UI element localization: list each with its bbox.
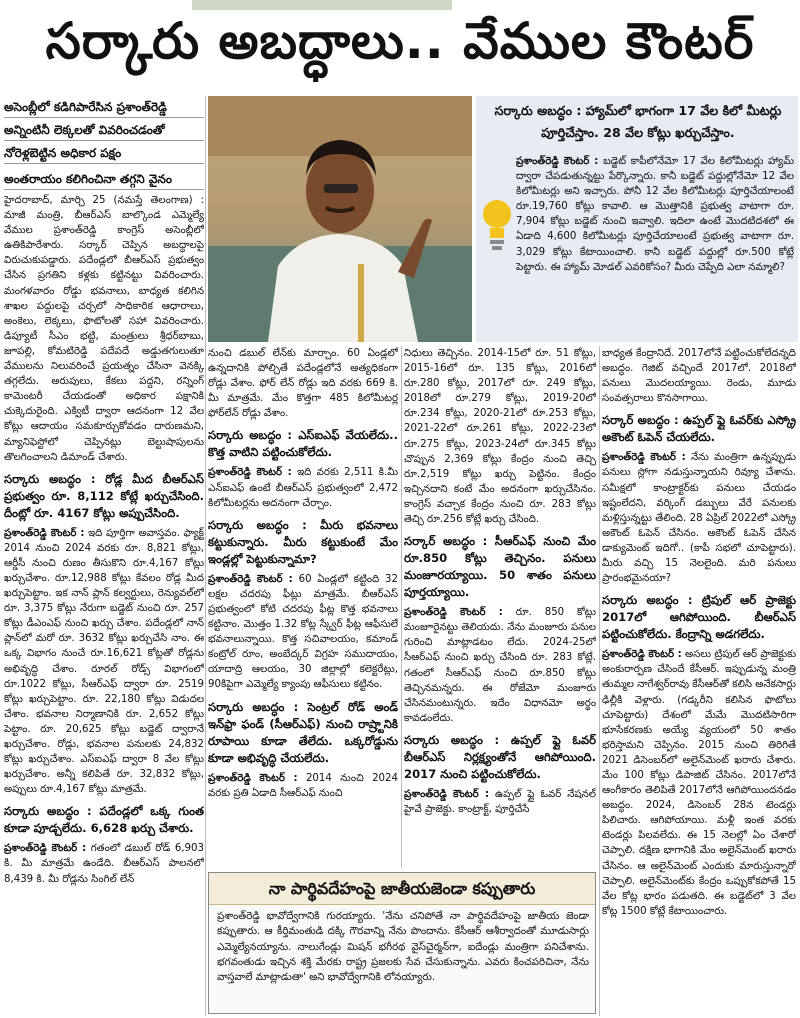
counter-lead: ప్రశాంత్‌రెడ్డి కౌంటర్ : [404, 788, 490, 800]
column-3-intro: నిధులు తెచ్చినం. 2014-15లో రూ. 51 కోట్లు, 2015-16లో రూ. 135 కోట్లు, 2016లో రూ.280 కోట్లు, 2017లో రూ. 249 కోట్లు, 2018లో రూ.279 కోట్లు, 2019-20లో రూ.234 కోట్లు, 2020-21లో రూ.253 కోట్లు, 2021-22లో రూ.261 కోట్లు, 2022-23లో రూ.275 కోట్లు, 2023-24లో రూ.345 కోట్లు చొప్పున 2,369 కోట్లు కేంద్రం నుంచి తెచ్చి రూ.2,519 కోట్లు ఖర్చు పెట్టినం. కేంద్రం ఇచ్చినదాని కంటే మేం అదనంగా ఖర్చుచేసినం. కాంగ్రెస్ వచ్చాక కేంద్రం నుంచి రూ. 283 కోట్లు తెచ్చి రూ.256 కోట్లే ఖర్చు చేసింది. [404, 348, 596, 526]
counter-text: ఇది పూర్తిగా అవాస్తవం. ఫ్యాక్ట్ 2014 నుంచి 2024 వరకు రూ. 8,821 కోట్లు, ఆర్డీసీ నుంచి రుణం తీసుకొని రూ.4,167 కోట్లు ఖర్చుచేశాం. రూ.12,988 కోట్లు కేవలం రోడ్ల మీద ఖర్చుపెట్టాం. ఇక నాన్ ప్లాన్ కల్వర్టులు, రెన్యువల్‌లో రూ. 3,375 కోట్లు నేరుగా బడ్జెట్ నుంచి రూ. 257 కోట్లు డీఎంఎఫ్ నుంచి ఖర్చు చేశాం. పదేండ్లలో నాన్ ప్లాన్‌లో మరో రూ. 3632 కోట్లు ఖర్చుచేసి నాం. ఈ ఒక్క విభాగం నుంచే రూ.16,621 కోట్లతో రోడ్లను అభివృద్ధి చేశాం. రూరల్ రోడ్స్ విభాగంలో రూ.1022 కోట్లు, సీఆర్‌ఎఫ్ ద్వారా రూ. 2519 కోట్లు ఖర్చుపెట్టాం. రూ. 22,180 కోట్లు విడుదల చేశాం. భవనాల నిర్మాణానికి రూ. 2,652 కోట్లు పెట్టాం. రూ. 20,625 కోట్లు బడ్జెట్ ద్వారానే ఖర్చుచేశాం. రోడ్లు, భవనాల పనులకు 24,832 కోట్లు ఖర్చుచేశాం. ఎస్ఐఎఫ్ ద్వారా 8 వేల కోట్లు ఖర్చుచేశాం. అన్నీ కలిపితే రూ. 32,832 కోట్లు, అప్పులు రూ.4,167 కోట్లు మాత్రమే. [4, 527, 204, 796]
counter-9 [602, 647, 796, 919]
counter-text: రూ. 850 కోట్లు మంజూరైనట్టు తెలియదు. నేను మంజూరు పనుల గురించి మాట్లాడటం లేదు. 2024-25లో సీఆర్‌ఎఫ్ నుంచి ఖర్చు చేసింది రూ. 283 కోట్లే. గతంలో సీఆర్‌ఎఫ్ నుంచి రూ.850 కోట్లు తెచ్చినమన్నరు. ఈ రోజేమో మంజూరు చేసినమంటున్నరు. ఇదేం విధానమో అర్థం కావడంలేదు. [404, 607, 596, 724]
allegation-4: సర్కారు అబద్ధం : మీరు భవనాలు కట్టుకున్నారు. మీరు కట్టుకుంటే మేం ఇండ్లల్లో పెట్టుకున్నామా? [208, 517, 398, 566]
counter-lead: ప్రశాంత్‌రెడ్డి కౌంటర్ : [4, 843, 87, 855]
counter-lead: ప్రశాంత్‌రెడ్డి కౌంటర్ : [4, 527, 85, 539]
counter-lead: ప్రశాంత్‌రెడ్డి కౌంటర్ : [208, 467, 292, 479]
counter-2 [4, 841, 204, 886]
kicker-1: అసెంబ్లీలో కడిగిపారేసిన ప్రశాంత్‌రెడ్డి [4, 98, 204, 118]
sidebar-story-body: ప్రశాంత్‌రెడ్డి భావోద్వేగానికి గురయ్యారు. 'నేను చనిపోతే నా పార్థివదేహంపై జాతీయ జెండా కప్పుతారు. ఆ కీర్తిమంతుడి దక్కి గౌరవాన్ని నేను పొందాను. కేసీఆర్ ఆశీర్వాదంతో మూడుసార్లు ఎమ్మెల్యేనయ్యాను. నాలుగేండ్లు మిషన్ భగీరథ వైస్‌చైర్మన్‌గా, ఐదేండ్లు మంత్రిగా పనిచేశాను. భగవంతుడు ఇచ్చిన శక్తి మేరకు రాష్ట్ర ప్రజలకు సేవ చేసుకున్నాను. ఎవరు కించపరిచినా, నేను వాస్తవాలే మాట్లాడుతా' అని భావోద్వేగానికి లోనయ్యారు. [217, 911, 589, 984]
column-4 [602, 346, 796, 1016]
counter-lead: ప్రశాంత్‌రెడ్డి కౌంటర్ : [602, 649, 682, 661]
counter-text: బడ్జెట్ కాపీలోనేమో 17 వేల కిలోమీటర్లు హ్యామ్ ద్వారా చేపడుతున్నట్టు పేర్కొన్నారు. కానీ బడ్జెట్ పద్దుల్లోనేమో 12 వేల కిలోమీటర్లు అని ఇచ్చారు. పోనీ 12 వేల కిలోమీటర్లు పూర్తిచేయాలంటే రూ.19,760 కోట్లు కావాలి. ఆ మొత్తానికి ప్రభుత్వ వాటాగా రూ. 7,904 కోట్లు బడ్జెట్ నుంచి ఇవ్వాలి. ఇదిలా ఉంటే మొదటిదశలో ఈ ఏడాది 4,600 కిలోమీటర్లు పూర్తిచేయాలంటే ప్రభుత్వ వాటాగా రూ. 3,029 కోట్లు కేటాయించాలి. కానీ బడ్జెట్ పద్దుల్లో రూ.500 కోట్లే పెట్టారు. ఈ హ్యామ్ మోడల్ ఎవరికోసం? మీరు చెప్పేది ఎలా నమ్మాలి? [516, 156, 794, 273]
counter-8 [602, 450, 796, 586]
counter-lead: ప్రశాంత్‌రెడ్డి కౌంటర్ : [404, 607, 503, 619]
kicker-4: అంతరాయం కలిగించినా తగ్గని వైనం [4, 170, 204, 190]
kicker-2: అన్నింటినీ లెక్కలతో వివరించడంతో [4, 121, 204, 141]
counter-text: నేను మంత్రిగా ఉన్నప్పుడు పనులు స్లోగా నడుస్తున్నాయని రివ్యూ చేశాను. సమీక్షలో కాంట్రాక్టర్‌కు పనులు చేయడం ఇష్టంలేదని, వర్కింగ్ డబ్బులు వేరే పనులకు మళ్లిస్తున్నట్టు తేలింది. 28 ఏప్రిల్ 2022లో ఎస్క్రో అకౌంట్ ఓపెన్ చేసినం. అకౌంట్ ఓపెన్ చేసిన డాక్యుమెంట్ ఇదిగో.. (కాపీ సభలో చూపెట్టారు). మీరు వచ్చి 15 నెలలైంది. మరి పనులు ప్రారంభమైనయా? [602, 452, 796, 585]
counter-lead: ప్రశాంత్‌రెడ్డి కౌంటర్ : [208, 772, 298, 784]
counter-text: గతంలో డబుల్ రోడ్ 6,903 కి. మీ మాత్రమే ఉండేది. బీఆర్‌ఎస్ పాలనలో 8,439 కి. మీ రోడ్లను సింగిల్ లేన్ [4, 843, 204, 885]
column-3 [404, 346, 596, 868]
column-2-intro: నుంచి డబుల్ లేన్‌కు మార్చాం. 60 ఏండ్లలో ఉన్నదానికి పోల్చితే పదేండ్లలోనే అత్యధికంగా రోడ్లు వేశాం. ఫోర్ లేన్ రోడ్లు ఇది వరకు 669 కి. మీ మాత్రమే. మేం కొత్తగా 485 కిలోమీటర్ల ఫోర్‌లేన్ రోడ్లు వేశాం. [208, 348, 398, 420]
counter-text: ఉప్పల్ ఫ్లై ఓవర్ నేషనల్ హైవే ప్రాజెక్టు. కాంట్రాక్ట్, పూర్తిచేసే [404, 788, 596, 815]
kicker-3: నోరెళ్లబెట్టిన అధికార పక్షం [4, 144, 204, 164]
highlight-box [476, 96, 798, 342]
allegation-1: సర్కారు అబద్ధం : రోడ్ల మీద బీఆర్‌ఎస్ ప్రభుత్వం రూ. 8,112 కోట్లే ఖర్చుచేసింది. దీంట్లో రూ. 4167 కోట్లు అప్పుచేసింది. [4, 471, 204, 520]
allegation-3: సర్కారు అబద్ధం : ఎస్ఐఎఫ్ వేయలేదు.. కొత్త వాటిని పట్టించుకోలేదు. [208, 428, 398, 460]
column-1 [4, 98, 204, 1016]
sidebar-story-box [208, 872, 596, 1014]
highlight-counter [516, 154, 794, 275]
sidebar-story-title: నా పార్థివదేహంపై జాతీయజెండా కప్పుతారు [209, 873, 595, 905]
allegation-7: సర్కారు అబద్ధం : ఉప్పల్ ఫ్లై ఓవర్ బీఆర్‌ఎస్ నిర్లక్ష్యంతోనే ఆగిపోయింది. 2017 నుంచి పట్టించుకోలేదు. [404, 732, 596, 781]
counter-lead: ప్రశాంత్‌రెడ్డి కౌంటర్ : [602, 452, 686, 464]
allegation-2: సర్కారు అబద్ధం : పదేండ్లలో ఒక్క గుంత కూడా పూడ్చలేదు. 6,628 ఖర్చు చేశారు. [4, 804, 204, 836]
allegation-5: సర్కారు అబద్ధం : సెంట్రల్ రోడ్ అండ్ ఇన్‌ఫ్రా ఫండ్ (సీఆర్‌ఎఫ్) నుంచి రాష్ర్టానికి రూపాయి కూడా తేలేదు. ఒక్కరోడ్డును కూడా అభివృద్ధి చేయలేదు. [208, 699, 398, 765]
counter-text: ఇది వరకు 2,511 కి.మీ ఎన్ఐఎఫ్ ఉంటే బీఆర్‌ఎస్ ప్రభుత్వంలో 2,472 కిలోమీటర్లను అదనంగా చేర్చాం. [208, 467, 398, 509]
counter-text: 2014 నుంచి 2024 వరకు ప్రతి ఏడాది సీఆర్‌ఎఫ్ నుంచి [208, 772, 398, 799]
headline: సర్కారు అబద్ధాలు.. వేముల కౌంటర్ [45, 12, 755, 70]
counter-7 [404, 787, 596, 817]
counter-1 [4, 526, 204, 798]
counter-lead: ప్రశాంత్‌రెడ్డి కౌంటర్ : [208, 573, 293, 585]
column-rule [599, 346, 600, 1016]
speaker-photo-illustration [208, 96, 472, 342]
column-rule [401, 346, 402, 868]
speaker-photo [208, 96, 472, 342]
counter-6 [404, 605, 596, 726]
allegation-6: సర్కార్ అబద్ధం : సీఆర్‌ఎఫ్ నుంచి మేం రూ.850 కోట్లు తెచ్చినం. పనులు మంజూరయ్యాయి. 50 శాతం పనులు పూర్తయ్యాయి. [404, 534, 596, 600]
counter-text: 60 ఏండ్లలో కట్టింది 32 లక్షల చదరపు ఫీట్లు మాత్రమే. బీఆర్‌ఎస్ ప్రభుత్వంలో కోటి చదరపు ఫీట్ల కొత్త భవనాలు కట్టినాం. మొత్తం 1.32 కోట్ల స్క్వేర్ ఫీట్ల ఆఫీసులే భవనాలున్నాయి. కొత్త సచివాలయం, కమాండ్ కంట్రోల్ రూం, అంబేద్కర్ విగ్రహ సముదాయం, యాదాద్రి ఆలయం, 30 జిల్లాల్లో కలెక్టరేట్లు, 90కిపైగా ఎమ్మెల్యే క్యాంపు ఆఫీసులు కట్టినం. [208, 573, 398, 691]
counter-3 [208, 465, 398, 510]
counter-4 [208, 572, 398, 693]
column-2 [208, 346, 398, 868]
counter-5 [208, 771, 398, 801]
article-intro: హైదరాబాద్, మార్చి 25 (నమస్తే తెలంగాణ) : మాజీ మంత్రి, బీఆర్‌ఎస్ బాల్కొండ ఎమ్మెల్యే వేముల ప్రశాంత్‌రెడ్డి కాంగ్రెస్ అసెంబ్లీలో ఉతికిపారేశారు. సర్కార్ చెప్పిన అబద్ధాలపై విరుచుకుపడ్డారు. పదేండ్లలో బీఆర్‌ఎస్ ప్రభుత్వం చేసిన ప్రగతిని కళ్లకు కట్టినట్టు వివరించారు. మంగళవారం రోడ్డు భవనాలు, బాధ్యత కలిగిన శాఖల పద్దులపై చర్చలో సాధికారిక ఆధారాలు, అంకెలు, లెక్కలు, ఫొటోలతో సహా వివరించారు. డిప్యూటీ సీఎం భట్టి, మంత్రులు శ్రీధర్‌బాబు, జూపల్లి, కోమటిరెడ్డి పదేపదే అడ్డుతగులుతూ వేములను నిలువరించే ప్రయత్నం చేసినా వెనక్కి తగ్గలేదు. అరుపులు, కేకలు పద్దని, రన్నింగ్ కామెంటరీ చేయడంతో అధికార పక్షానికి చుక్కెదురైంది. ఎక్విటీ ద్వారా ఆదనంగా 12 వేల కోట్లు ఆదాయం సమకూర్చుకోవడం దారుణమని, మ్యానిఫెస్టోలో చెప్పినట్లు బెల్టుషాపులను తొలగించాలని డిమాండ్ చేశారు. [4, 195, 204, 463]
counter-text: అసలు ట్రిపుల్ ఆర్ ప్రాజెక్టుకు అంకురార్పణ చేసిందే కేసీఆర్. ఇప్పుడున్న మంత్రి తుమ్మల నాగేశ్వర్‌రావు కేసీఆర్‌తో కలిసి అనేకసార్లు ఢిల్లీకి వెళ్లారు. (గడ్కరీని కలిసిన ఫొటోలు చూపెట్టారు) దేశంలో మేమే మొదటిసారిగా భూసేకరణకు అయ్యే వ్యయంలో 50 శాతం భరిస్తామని చెప్పినం. 2015 నుంచి తిరిగితే 2021 డిసెంబర్‌లో అలైన్‌మెంట్ ఖరారు చేశారు. మేం 100 కోట్లు డిపాజిట్ చేసినం. 2017లోనే ఆంగీకారం తెలిపితే 2017లోనే ఆగిపోయిందనడం అబద్ధం. 2024, డిసెంబర్ 28న టెండర్లు పిలిచారు. ఆగిపోయాయి. మళ్లీ ఇంత వరకు టెండర్లు పిలవలేదు. ఈ 15 నెలల్లో ఏం చేశారో చెప్పాలి. దక్షిణ భాగానికి మేం అలైన్‌మెంట్ ఖరారు చేసినం. ఆ అలైన్‌మెంట్ ఎందుకు మారుస్తున్నారో చెప్పాలి. అలైన్‌మెంట్‌కు కేంద్రం ఒప్పుకోకపోతే 15 వేల కోట్ల భారం పడుతది. ఈ బడ్జెట్‌లో 3 వేల కోట్ల 1500 కోట్లే కేటాయించారు. [602, 649, 796, 917]
allegation-9: సర్కారు అబద్ధం : ట్రిపుల్ ఆర్ ప్రాజెక్టు 2017లో ఆగిపోయింది. బీఆర్‌ఎస్ పట్టించుకోలేదు. కేంద్రాన్ని అడగలేదు. [602, 593, 796, 642]
lightbulb-icon [480, 194, 514, 254]
allegation-8: సర్కార్ అబద్ధం : ఉప్పల్ ఫ్లై ఓవర్‌కు ఎస్క్రో అకౌంట్ ఓపెన్ చేయలేదు. [602, 413, 796, 445]
highlight-question: సర్కారు అబద్ధం : హ్యామ్‌లో భాగంగా 17 వేల కిలో మీటర్లు పూర్తిచేస్తాం. 28 వేల కోట్లు ఖర్చుచేస్తాం. [494, 103, 782, 140]
column-4-intro: బాధ్యత కేంద్రానిదే. 2017లోనే పట్టించుకోలేదన్నది అబద్ధం. గెజిట్ వచ్చిందే 2017లో. 2018లో పనులు మొదలయ్యాయి. రెండు, మూడు సంవత్సరాలు కొనసాగాయి. [602, 348, 796, 405]
counter-lead: ప్రశాంత్‌రెడ్డి కౌంటర్ : [516, 156, 599, 167]
column-rule [205, 96, 206, 1016]
